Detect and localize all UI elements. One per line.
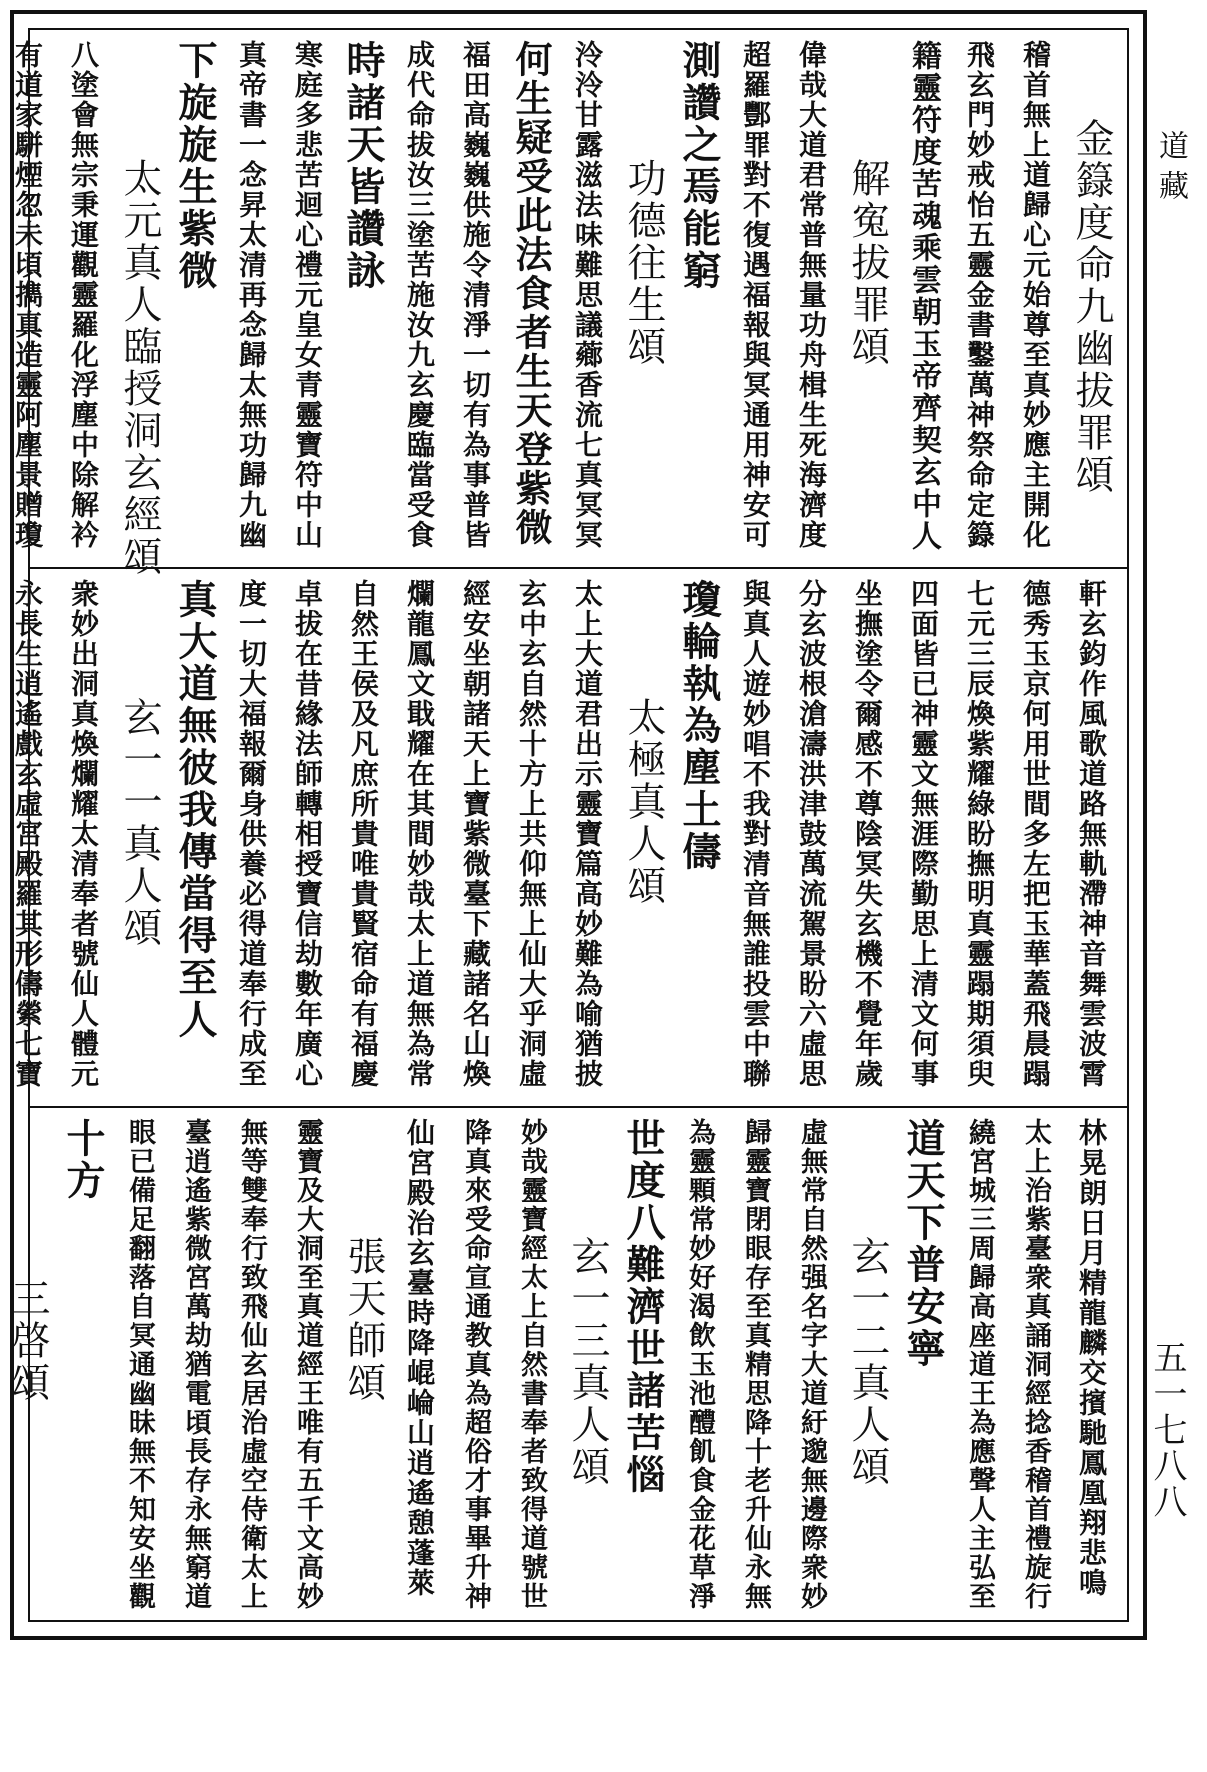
register-middle xyxy=(11,569,1127,1108)
text-column: 與真人遊妙唱不我對清音無誰投雲中聯 xyxy=(739,579,772,1089)
text-column: 福田高巍巍供施令清淨一切有為事普皆 xyxy=(459,40,492,550)
text-column: 太上大道君出示靈寶篇高妙難為喻猶披 xyxy=(571,579,604,1089)
text-column: 自然王侯及凡庶所貴唯貴賢宿命有福慶 xyxy=(347,579,380,1089)
text-column: 瓊輪執為塵土儔 xyxy=(676,579,722,873)
text-column: 世度八難濟世諸苦惱 xyxy=(620,1118,666,1496)
collection-title: 道藏 xyxy=(1153,130,1188,210)
text-column: 仙宮殿治玄臺時降崐崘山逍遙憩蓬萊 xyxy=(403,1118,436,1598)
text-column: 真大道無彼我傳當得至人 xyxy=(172,579,218,1041)
text-column: 下旋旋生紫微 xyxy=(172,40,218,292)
text-column: 道天下普安寧 xyxy=(900,1118,946,1370)
register-columns xyxy=(1,1118,1117,1612)
verse-title: 太元真人臨授洞玄經頌 xyxy=(117,158,162,578)
register-top xyxy=(11,30,1127,578)
verse-title: 玄一二真人頌 xyxy=(845,1236,890,1488)
text-column: 臺逍遙紫微宮萬劫猶電頃長存永無窮道 xyxy=(180,1118,211,1611)
text-column: 太上治紫臺衆真誦洞經捻香稽首禮旋行 xyxy=(1020,1118,1051,1611)
text-column: 妙哉靈寶經太上自然書奉者致得道號世 xyxy=(516,1118,547,1611)
verse-title: 金籙度命九幽拔罪頌 xyxy=(1069,118,1114,496)
inner-frame xyxy=(5,28,1129,1622)
text-column: 超羅酆罪對不復遇福報與冥通用神安可 xyxy=(739,40,772,550)
text-column: 軒玄鈞作風歌道路無軌滯神音舞雲波霄 xyxy=(1075,579,1108,1089)
text-column: 有道家駢煙忽未頃擕真造靈阿塵景贈瓊 xyxy=(11,40,44,550)
text-column: 飛玄門妙戒怡五靈金書鑿萬神祭命定籙 xyxy=(963,40,996,550)
register-columns xyxy=(1,579,1117,1096)
text-column: 成代命拔汝三塗苦施汝九玄慶臨當受食 xyxy=(403,40,436,550)
text-column: 七元三辰煥紫耀綠盼撫明真靈蹋期須臾 xyxy=(963,579,996,1089)
text-column: 衆妙出洞真煥爛耀太清奉者號仙人體元 xyxy=(67,579,100,1089)
text-column: 玄中玄自然十方上共仰無上仙大乎洞虛 xyxy=(515,579,548,1089)
outer-frame xyxy=(5,10,1147,1640)
text-column: 測讚之焉能窮 xyxy=(676,40,722,292)
text-column: 靈寶及大洞至真道經王唯有五千文高妙 xyxy=(292,1118,323,1611)
text-column: 籍靈符度苦魂乘雲朝玉帝齊契玄中人 xyxy=(906,40,941,552)
text-column: 度一切大福報爾身供養必得道奉行成至 xyxy=(235,579,268,1089)
text-column: 德秀玉京何用世間多左把玉華蓋飛晨蹋 xyxy=(1019,579,1052,1089)
text-column: 時諸天皆讚詠 xyxy=(340,40,386,292)
text-column: 坐撫塗令爾感不尊陰冥失玄機不覺年歲 xyxy=(851,579,884,1089)
text-column: 降真來受命宣通教真為超俗才事畢升神 xyxy=(460,1118,491,1611)
text-column: 稽首無上道歸心元始尊至真妙應主開化 xyxy=(1019,40,1052,550)
verse-title: 張天師頌 xyxy=(341,1236,386,1404)
text-column: 無等雙奉行致飛仙玄居治虛空侍衛太上 xyxy=(236,1118,267,1611)
text-column: 偉哉大道君常普無量功舟楫生死海濟度 xyxy=(795,40,828,550)
text-column: 十方 xyxy=(60,1118,106,1202)
verse-title: 太極真人頌 xyxy=(621,697,666,907)
verse-title: 玄一三真人頌 xyxy=(565,1236,610,1488)
verse-title: 三啓頌 xyxy=(5,1278,50,1404)
text-column: 眼已備足翻落自冥通幽昧無不知安坐觀 xyxy=(124,1118,155,1611)
text-column: 經安坐朝諸天上寶紫微臺下藏諸名山煥 xyxy=(459,579,492,1089)
text-column: 分玄波根滄濤洪津鼓萬流駕景盼六虛思 xyxy=(795,579,828,1089)
register-columns xyxy=(1,40,1117,578)
text-column: 爛龍鳳文戢耀在其間妙哉太上道無為常 xyxy=(403,579,436,1089)
text-column: 林晃朗日月精龍麟交擯馳鳳凰翔悲鳴 xyxy=(1075,1118,1108,1598)
text-column: 虛無常自然强名字大道紆邈無邊際衆妙 xyxy=(796,1118,827,1611)
verse-title: 解寃拔罪頌 xyxy=(845,158,890,368)
verse-title: 玄一一真人頌 xyxy=(117,697,162,949)
text-column: 為靈顆常妙好渴飲玉池醴飢食金花草淨 xyxy=(684,1118,715,1611)
text-column: 泠泠甘露滋法味難思議薌香流七真冥冥 xyxy=(571,40,604,550)
text-column: 永長生逍遙戲玄虛宮殿羅其形儔縈七寶 xyxy=(11,579,44,1089)
verse-title: 功德往生頌 xyxy=(621,158,666,368)
text-column: 真帝書一念昇太清再念歸太無功歸九幽 xyxy=(235,40,268,550)
text-column: 歸靈寶閉眼存至真精思降十老升仙永無 xyxy=(740,1118,771,1611)
text-column: 四面皆已神靈文無涯際勤思上清文何事 xyxy=(907,579,940,1089)
scripture-page xyxy=(5,10,1197,1644)
text-column: 寒庭多悲苦迴心禮元皇女青靈寶符中山 xyxy=(291,40,324,550)
text-column: 八塗會無宗秉運觀靈羅化浮塵中除解衿 xyxy=(67,40,100,550)
text-column: 何生疑受此法食者生天登紫微 xyxy=(509,40,553,547)
text-column: 繞宮城三周歸高座道王為應聲人主弘至 xyxy=(964,1118,995,1611)
text-column: 卓拔在昔緣法師轉相授寶信劫數年廣心 xyxy=(291,579,324,1089)
register-bottom xyxy=(5,1108,1127,1622)
page-number: 五一七八八 xyxy=(1147,1340,1187,1520)
